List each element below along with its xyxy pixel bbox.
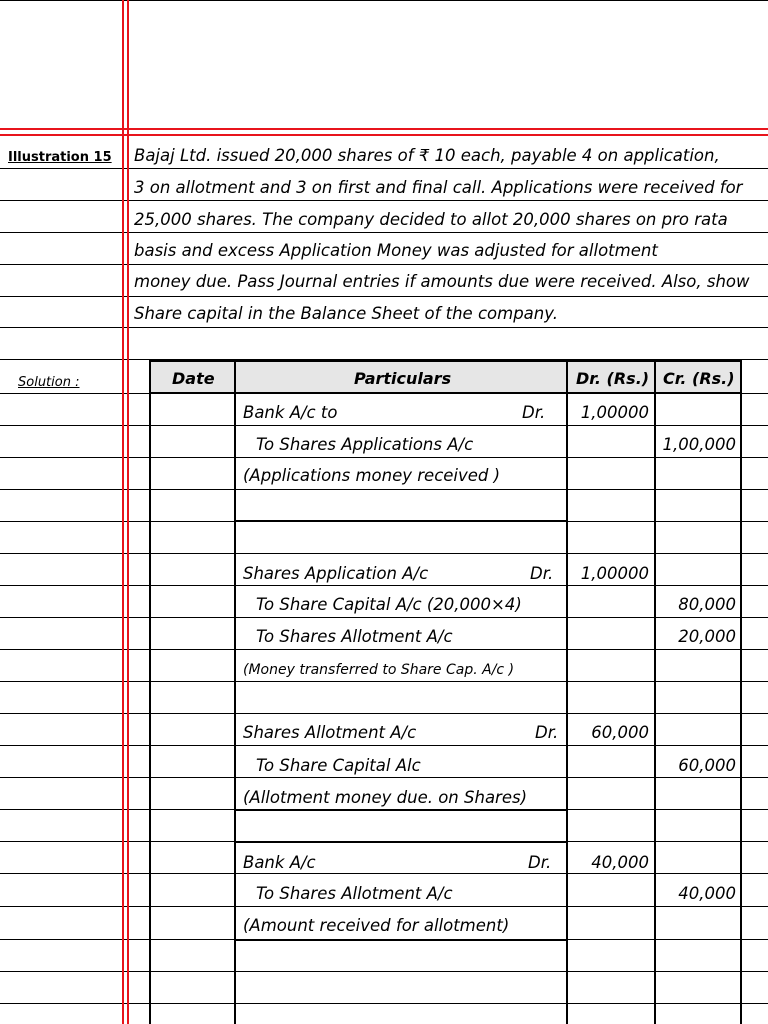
particulars-column-border (566, 360, 568, 1024)
ruled-line (0, 200, 768, 201)
ruled-line (0, 264, 768, 265)
ruled-line (0, 327, 768, 328)
red-top-rule (0, 128, 768, 130)
ruled-line (0, 1003, 768, 1004)
particulars-text: (Allotment money due. on Shares) (243, 788, 528, 807)
cr-amount: 60,000 (678, 756, 736, 775)
table-right-border (740, 360, 742, 1024)
dr-mark: Dr. (535, 723, 559, 742)
question-line: basis and excess Application Money was adjusted for allotment (134, 241, 658, 260)
solution-label: Solution : (18, 375, 80, 390)
cr-amount: 20,000 (678, 627, 736, 646)
particulars-text: Shares Application A/c (243, 564, 429, 583)
date-column-border (234, 360, 236, 1024)
particulars-text: (Money transferred to Share Cap. A/c ) (243, 662, 515, 678)
ruled-line (0, 745, 768, 746)
dr-amount: 1,00000 (580, 403, 649, 422)
ruled-line (0, 585, 768, 586)
particulars-text: (Amount received for allotment) (243, 916, 510, 935)
ruled-line (0, 425, 768, 426)
particulars-text: Shares Allotment A/c (243, 723, 417, 742)
ruled-line (0, 489, 768, 490)
red-margin-line-2 (127, 0, 129, 1024)
particulars-text: To Shares Allotment A/c (256, 627, 453, 646)
ruled-line (0, 681, 768, 682)
question-line: money due. Pass Journal entries if amounts due were received. Also, show (134, 272, 750, 291)
dr-mark: Dr. (528, 853, 552, 872)
dr-amount: 40,000 (591, 853, 649, 872)
ruled-line (0, 777, 768, 778)
header-cr: Cr. (Rs.) (663, 369, 735, 388)
question-line: 3 on allotment and 3 on first and final call. Applications were received for (134, 178, 743, 197)
ruled-line (0, 553, 768, 554)
header-particulars: Particulars (354, 369, 452, 388)
particulars-text: To Shares Applications A/c (256, 435, 474, 454)
particulars-text: Bank A/c (243, 853, 316, 872)
dr-amount: 1,00000 (580, 564, 649, 583)
particulars-text: (Applications money received ) (243, 466, 501, 485)
header-dr: Dr. (Rs.) (576, 369, 650, 388)
ruled-line (0, 873, 768, 874)
ruled-line (0, 971, 768, 972)
dr-amount: 60,000 (591, 723, 649, 742)
entry-separator (235, 520, 567, 522)
ruled-line (0, 457, 768, 458)
red-top-rule-2 (0, 134, 768, 136)
question-line: Bajaj Ltd. issued 20,000 shares of ₹ 10 each, payable 4 on application, (134, 146, 720, 165)
ruled-line (0, 649, 768, 650)
dr-mark: Dr. (522, 403, 546, 422)
ruled-line (0, 906, 768, 907)
illustration-label: Illustration 15 (8, 150, 112, 165)
dr-mark: Dr. (530, 564, 554, 583)
ruled-line (0, 232, 768, 233)
red-margin-line (122, 0, 124, 1024)
ruled-line (0, 168, 768, 169)
header-date: Date (172, 369, 215, 388)
ruled-line (0, 713, 768, 714)
particulars-text: To Share Capital A/c (20,000×4) (256, 595, 522, 614)
entry-separator (235, 841, 567, 843)
ruled-line (0, 296, 768, 297)
table-left-border (149, 360, 151, 1024)
cr-amount: 80,000 (678, 595, 736, 614)
question-line: 25,000 shares. The company decided to allot 20,000 shares on pro rata (134, 210, 728, 229)
particulars-text: To Share Capital Alc (256, 756, 421, 775)
cr-amount: 40,000 (678, 884, 736, 903)
ruled-line (0, 617, 768, 618)
particulars-text: To Shares Allotment A/c (256, 884, 453, 903)
entry-separator (235, 939, 567, 941)
ruled-line (0, 0, 768, 1)
dr-column-border (654, 360, 656, 1024)
entry-separator (235, 809, 567, 811)
cr-amount: 1,00,000 (662, 435, 736, 454)
particulars-text: Bank A/c to (243, 403, 338, 422)
question-line: Share capital in the Balance Sheet of the company. (134, 304, 558, 323)
